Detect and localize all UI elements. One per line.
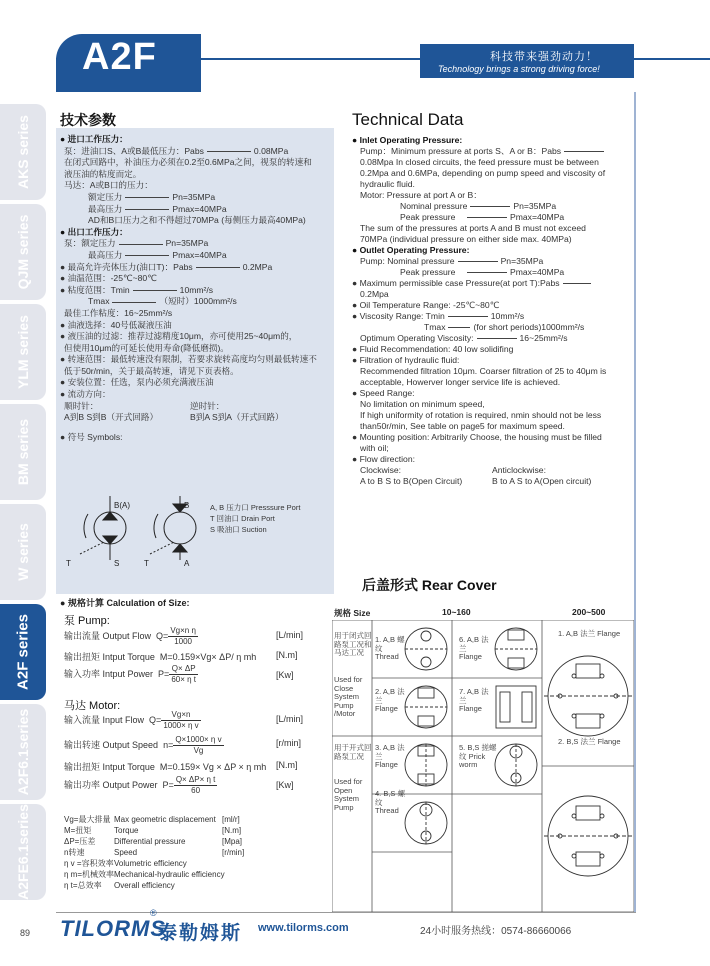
rc-big-2: 2. B,S 法兰 Flange xyxy=(558,737,621,746)
service-hotline: 24小时服务热线：0574-86660066 xyxy=(420,926,572,937)
rc-open-label: 用于开式回路泵工况 xyxy=(334,743,372,761)
calc-row: 输出转速 Output Speed n= $\frac{\text{Q×1000× η v}}{Vg}$ xyxy=(64,735,222,755)
legend-row: η t=总效率 Overall efficiency xyxy=(64,881,175,890)
td-line: ● Fluid Recommendation: 40 low solidifing xyxy=(352,344,514,354)
page-edge-rule xyxy=(634,92,636,912)
symbol-label-t2: T xyxy=(144,559,149,568)
rear-cover-title: 后盖形式 Rear Cover xyxy=(362,577,497,593)
rc-col-small: 10~160 xyxy=(442,607,471,617)
td-line: ● Maximum permissible case Pressure(at port T):Pabs xyxy=(352,278,620,289)
symbol-legend xyxy=(64,814,244,891)
rc-item-1: 1. A,B 螺纹 Thread xyxy=(375,635,405,661)
spec-line: 在闭式回路中，补油压力必须在0.2至0.6MPa之间，视泵的转速和 xyxy=(64,157,312,168)
td-line: The sum of the pressures at ports A and B must not exceed xyxy=(360,223,586,233)
symbol-label-s: S xyxy=(114,559,120,568)
td-line: A to B S to B(Open Circuit) B to A S to A(Open circuit) xyxy=(360,476,592,486)
tab-a2f61-series[interactable]: A2F6.1series xyxy=(0,704,46,800)
rc-closed-en: Used for Close System Pump /Motor xyxy=(334,675,363,718)
spec-line: ● 符号 Symbols: xyxy=(60,431,123,442)
td-line: Motor: Pressure at port A or B： xyxy=(360,190,482,200)
td-line: Clockwise: Anticlockwise: xyxy=(360,465,546,475)
spec-line: ● 安装位置：任选，泵内必须充满液压油 xyxy=(60,377,214,388)
footer-rule xyxy=(56,912,636,913)
tab-ylm-series[interactable]: YLM series xyxy=(0,304,46,400)
td-line: Recommended filtration 10μm. Coarser filtration of 25 to 40μm is xyxy=(360,366,607,376)
legend-row: n转速 Speed [r/min] xyxy=(64,848,245,857)
calc-unit: [L/min] xyxy=(276,630,304,640)
td-line: Optimum Operating Viscosity: 16~25mm²/s xyxy=(360,333,568,343)
td-line: Tmax (for short periods)1000mm²/s xyxy=(424,322,585,332)
td-line: 0.2Mpa xyxy=(360,289,389,299)
spec-line: ● 油温范围：-25℃~80℃ xyxy=(60,273,157,284)
calc-unit: [Kw] xyxy=(276,780,294,790)
td-line: No limitation on minimum speed, xyxy=(360,399,485,409)
spec-line: 最高压力 Pmax=40MPa xyxy=(88,203,227,214)
technical-data-title: Technical Data xyxy=(352,110,464,129)
port-legend-3: S 吸油口 Suction xyxy=(210,525,267,534)
calc-unit: [r/min] xyxy=(276,738,302,748)
td-line: ● Inlet Operating Pressure: xyxy=(352,135,463,145)
spec-line: 马达：A或B口的压力： xyxy=(64,180,153,191)
td-line: Pump：Minimum pressure at ports S、A or B：Pabs xyxy=(352,146,620,157)
calc-row: 输出扭矩 Intput Torque M=0.159× Vg × ΔP × η mh xyxy=(64,762,267,772)
td-line: ● Outlet Operating Pressure: xyxy=(352,245,470,255)
td-line: than50r/min, See table on page5 for maximum speed. xyxy=(360,421,565,431)
spec-line: Tmax （短时）1000mm²/s xyxy=(88,296,237,307)
td-line: ● Speed Range: xyxy=(352,388,415,398)
spec-line: 额定压力 Pn=35MPa xyxy=(88,191,216,202)
spec-line: ● 最高允许壳体压力(油口T)：Pabs 0.2MPa xyxy=(60,261,273,272)
calc-unit: [N.m] xyxy=(276,760,298,770)
td-line: Peak pressure Pmax=40MPa xyxy=(400,267,565,277)
calc-row: 输入功率 Intput Power P= $\frac{Q\times \Delta P}{\text{60× η t}}$ xyxy=(64,664,196,684)
td-line: 70MPa (individual pressure on either side max. 40MPa) xyxy=(360,234,572,244)
spec-line: ● 液压油的过滤：推荐过滤精度10μm，亦可使用25~40μm的， xyxy=(60,331,298,342)
tab-aks-series[interactable]: AKS series xyxy=(0,104,46,200)
legend-row: η m=机械效率Mechanical-hydraulic efficiency xyxy=(64,870,225,879)
tab-w-series[interactable]: W series xyxy=(0,504,46,600)
spec-line: ● 出口工作压力： xyxy=(60,226,128,237)
legend-row: M=扭矩 Torque [N.m] xyxy=(64,826,242,835)
rc-closed-label: 用于闭式回路泵工况和马达工况 xyxy=(334,631,372,657)
td-line: ● Oil Temperature Range: -25℃~80℃ xyxy=(352,300,500,310)
rc-open-en: Used for Open System Pump xyxy=(334,777,363,812)
rc-item-6: 6. A,B 法兰 Flange xyxy=(459,635,489,661)
spec-line: A到B S到B（开式回路） B到A S到A（开式回路） xyxy=(64,412,284,423)
rc-item-2: 2. A,B 法兰 Flange xyxy=(375,687,405,713)
calc-row: 输出扭矩 Intput Torque M=0.159×Vg× ΔP/ η mh xyxy=(64,652,257,662)
spec-line: 顺时针： 逆时针： xyxy=(64,400,225,411)
symbol-label-t: T xyxy=(66,559,71,568)
tab-a2f-series[interactable]: A2F series xyxy=(0,604,46,700)
rc-item-3: 3. A,B 法兰 Flange xyxy=(375,743,405,769)
td-line: ● Filtration of hydraulic fluid: xyxy=(352,355,460,365)
port-legend-2: T 回油口 Drain Port xyxy=(210,514,275,523)
td-line: acceptable, Howerver longer service life is achieved. xyxy=(360,377,561,387)
brand-logo-cn: 泰勒姆斯 xyxy=(158,923,243,944)
calc-title: ● 规格计算 Calculation of Size: xyxy=(60,598,190,608)
specs-cn-title: 技术参数 xyxy=(60,112,116,128)
calc-row: 输出功率 Output Power P= $\frac{\text{Q× ΔP× η t}}{60}$ xyxy=(64,775,216,795)
symbol-label-ba: B(A) xyxy=(114,501,130,510)
td-line: Peak pressure Pmax=40MPa xyxy=(400,212,565,222)
td-line: 0.2Mpa and 0.6MPa, depending on pump speed and viscosity of xyxy=(360,168,606,178)
series-tabs xyxy=(0,104,46,904)
tab-bm-series[interactable]: BM series xyxy=(0,404,46,500)
td-line: with oil; xyxy=(360,443,389,453)
page-title: A2F xyxy=(82,36,157,78)
spec-line: 最高压力 Pmax=40MPa xyxy=(88,249,227,260)
tab-a2fe61-series[interactable]: A2FE6.1series xyxy=(0,804,46,900)
td-line: Nominal pressure Pn=35MPa xyxy=(400,201,557,211)
spec-line: 最佳工作粘度：16~25mm²/s xyxy=(64,307,173,318)
slogan-cn: 科技带来强劲动力！ xyxy=(490,51,598,63)
spec-line: ● 进口工作压力： xyxy=(60,134,128,144)
td-line: Pump: Nominal pressure Pn=35MPa xyxy=(360,256,544,266)
rc-item-5: 5. B,S 搓螺纹 Prick worm xyxy=(459,743,497,769)
technical-data-text xyxy=(352,135,620,487)
motor-heading: 马达 Motor: xyxy=(64,700,121,712)
spec-line: ● 转速范围：最低转速没有限制，若要求旋转高度均匀则最低转速不 xyxy=(60,354,317,365)
spec-line: 但使用10μm的可延长使用寿命(降低磨损)。 xyxy=(64,342,229,353)
rc-item-7: 7. A,B 法兰 Flange xyxy=(459,687,489,713)
spec-line: 低于50r/min，关于最高转速，请见下页表格。 xyxy=(64,365,239,376)
td-line: ● Flow direction: xyxy=(352,454,415,464)
legend-row: ΔP=压差 Differential pressure [Mpa] xyxy=(64,837,243,846)
brand-logo: TILORMS xyxy=(60,916,166,941)
port-legend-1: A, B 压力口 Presssure Port xyxy=(210,503,301,512)
spec-line: ● 粘度范围：Tmin 10mm²/s xyxy=(60,284,214,295)
tab-qjm-series[interactable]: QJM series xyxy=(0,204,46,300)
legend-row: η v =容积效率Volumetric efficiency xyxy=(64,859,187,868)
td-line: 0.08Mpa In closed circuits, the feed pressure must be between xyxy=(360,157,599,167)
hydraulic-symbols xyxy=(60,496,330,576)
td-line: If high uniformity of rotation is required, nmin should not be less xyxy=(360,410,602,420)
rc-col-large: 200~500 xyxy=(572,607,606,617)
specs-cn-text xyxy=(60,134,332,443)
spec-line: 液压油的粘度而定。 xyxy=(64,168,142,179)
spec-line: AD和B口压力之和不得超过70MPa (每侧压力最高40MPa) xyxy=(88,215,306,226)
calc-row: 输入流量 Input Flow Q= $\frac{Vg\times n}{\text{1000× η v}}$ xyxy=(64,710,199,730)
calc-unit: [N.m] xyxy=(276,650,298,660)
registered-mark: ® xyxy=(150,908,157,918)
rc-col-size: 规格 Size xyxy=(334,608,371,618)
rc-item-4: 4. B,S 螺纹 Thread xyxy=(375,789,406,815)
slogan-en: Technology brings a strong driving force! xyxy=(438,64,600,74)
website-link[interactable]: www.tilorms.com xyxy=(258,922,349,934)
symbol-label-a: A xyxy=(184,559,190,568)
td-line: hydraulic fluid. xyxy=(360,179,415,189)
rc-big-1: 1. A,B 法兰 Flange xyxy=(558,629,621,638)
calc-row: 输出流量 Output Flow Q= $\frac{\text{Vg×n η}}{1000}$ xyxy=(64,626,196,646)
calc-unit: [Kw] xyxy=(276,670,294,680)
symbol-label-b: B xyxy=(184,501,190,510)
page-number: 89 xyxy=(20,928,31,938)
td-line: ● Viscosity Range: Tmin 10mm²/s xyxy=(352,311,525,321)
spec-line: 泵：进油口S、A或B最低压力：Pabs 0.08MPa xyxy=(64,145,289,156)
spec-line: ● 油液选择：40号低凝液压油 xyxy=(60,319,172,330)
spec-line: ● 流动方向： xyxy=(60,389,111,400)
spec-line: 泵：额定压力 Pn=35MPa xyxy=(64,238,209,249)
pump-heading: 泵 Pump: xyxy=(64,615,110,627)
td-line: ● Mounting position: Arbitrarily Choose, the housing must be filled xyxy=(352,432,602,442)
calc-unit: [L/min] xyxy=(276,714,304,724)
legend-row: Vg=最大排量 Max geometric displacement [ml/r] xyxy=(64,815,240,824)
